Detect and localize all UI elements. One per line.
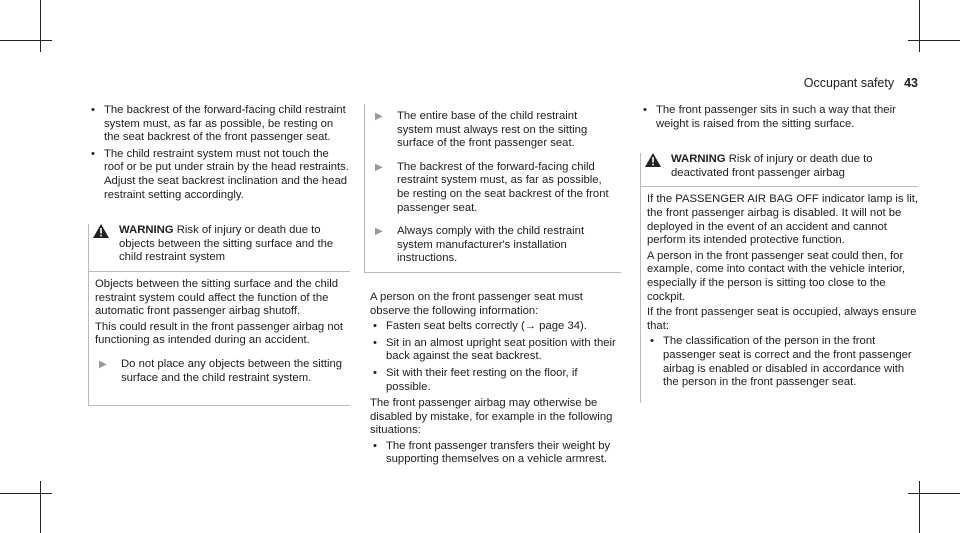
list-item: • The classification of the person in the front passenger seat is correct and the front passenger airbag is enabled or disabled in accordance with the person in the front passenger seat. xyxy=(647,335,918,389)
page-header xyxy=(804,76,918,90)
list-item-text[interactable]: Fasten seat belts correctly (→ page 34). xyxy=(386,320,587,333)
action-step: ▶ Do not place any objects between the sitting surface and the child restraint system. xyxy=(89,358,350,385)
list-item: • The child restraint system must not touch the roof or be put under strain by the head restraints. Adjust the seat backrest inclination and the head restraint setting accordingly. xyxy=(88,148,350,202)
crop-mark xyxy=(908,493,960,494)
warning-box xyxy=(88,224,350,406)
warning-paragraph: A person in the front passenger seat could then, for example, come into contact with the vehicle interior, especially if the person is sitting too close to the cockpit. xyxy=(647,249,906,303)
list-item: • The backrest of the forward-facing child restraint system must, as far as possible, be resting on the seat backrest of the front passenger seat. xyxy=(88,104,350,145)
warning-message: Risk of injury or death due to objects between the sitting surface and the child restraint system xyxy=(119,224,334,264)
paragraph: The front passenger airbag may otherwise be disabled by mistake, for example in the following situations: xyxy=(370,397,613,437)
warning-icon xyxy=(93,224,109,238)
warning-paragraph: If the PASSENGER AIR BAG OFF indicator lamp is lit, the front passenger airbag is disabled. It will not be deployed in the event of an accident and cannot perform its intended protective function. xyxy=(647,193,918,247)
action-step: ▶ The entire base of the child restraint system must always rest on the sitting surface of the front passenger seat. xyxy=(365,110,615,151)
info-box xyxy=(364,104,621,273)
list-item: • Sit with their feet resting on the floor, if possible. xyxy=(370,367,621,394)
list-item: • Sit in an almost upright seat position with their back against the seat backrest. xyxy=(370,337,621,364)
crop-mark xyxy=(919,0,920,52)
warning-paragraph: If the front passenger seat is occupied, always ensure that: xyxy=(647,306,917,332)
warning-paragraph: This could result in the front passenger airbag not functioning as intended during an accident. xyxy=(95,320,344,347)
warning-paragraph: Objects between the sitting surface and the child restraint system could affect the function of the automatic front passenger airbag shutoff. xyxy=(95,277,339,318)
warning-box xyxy=(640,153,918,403)
list-item: • The front passenger transfers their weight by supporting themselves on a vehicle armrest. xyxy=(370,440,621,467)
warning-message: Risk of injury or death due to deactivated front passenger airbag xyxy=(671,153,873,179)
column-1 xyxy=(88,104,350,406)
crop-mark xyxy=(0,40,52,41)
divider xyxy=(641,186,918,187)
warning-body xyxy=(641,193,918,389)
warning-title: WARNING xyxy=(671,153,726,166)
warning-header xyxy=(641,153,918,180)
warning-title: WARNING xyxy=(119,224,174,237)
warning-body xyxy=(89,278,350,385)
divider xyxy=(89,271,350,272)
warning-header xyxy=(89,224,350,265)
action-step: ▶ Always comply with the child restraint system manufacturer's installation instructions. xyxy=(365,225,615,266)
crop-mark xyxy=(908,40,960,41)
list-item xyxy=(370,320,621,334)
crop-mark xyxy=(0,493,52,494)
paragraph: A person on the front passenger seat must observe the following information: xyxy=(370,290,583,317)
crop-mark xyxy=(919,481,920,533)
crop-mark xyxy=(40,0,41,52)
action-step: ▶ The backrest of the forward-facing child restraint system must, as far as possible, be resting on the seat backrest of the front passenger seat. xyxy=(365,161,615,215)
section-title: Occupant safety xyxy=(803,76,895,90)
list-item: • The front passenger sits in such a way that their weight is raised from the sitting surface. xyxy=(640,104,918,131)
crop-mark xyxy=(40,481,41,533)
warning-icon xyxy=(645,153,661,167)
column-3 xyxy=(640,104,918,403)
page-number: 43 xyxy=(904,76,918,90)
column-2 xyxy=(364,104,621,470)
